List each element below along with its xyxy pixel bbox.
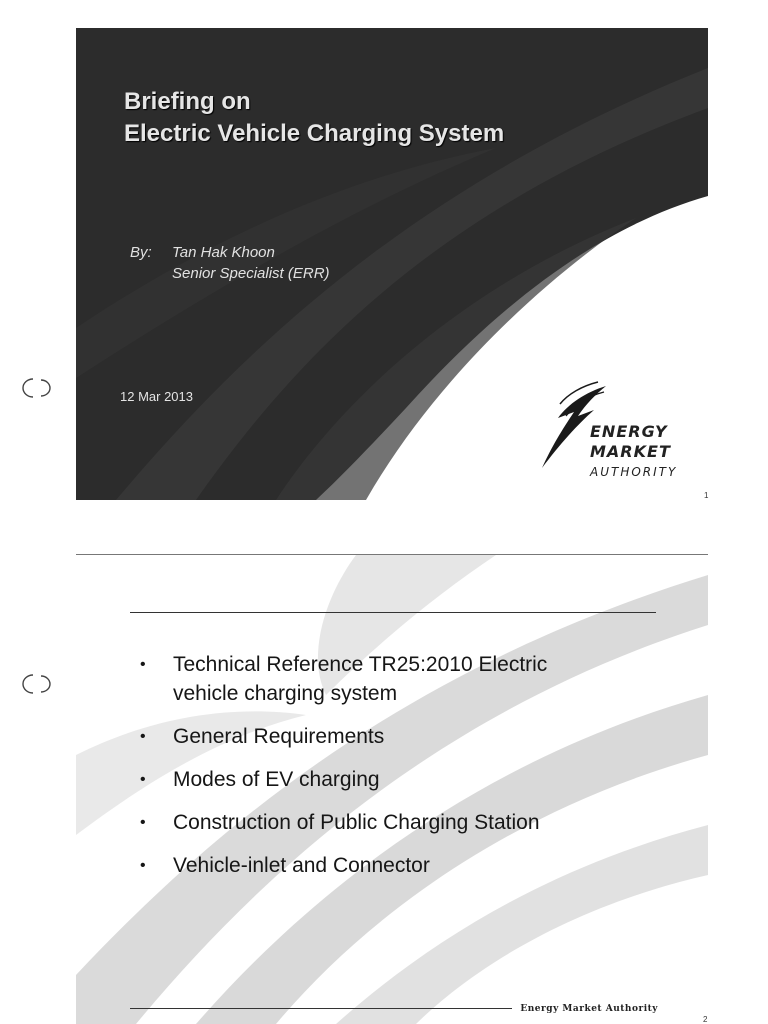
list-item: • Vehicle-inlet and Connector [140,851,560,880]
slide2-page-number: 2 [703,1015,708,1024]
logo-text-energy: ENERGY [590,422,668,441]
presenter-name: Tan Hak Khoon [172,244,275,261]
slide-title-line-2: Electric Vehicle Charging System [124,120,505,147]
slide2-header-rule [130,612,656,613]
binder-hole-bottom [19,672,53,696]
binder-hole-top [19,376,53,400]
presentation-date: 12 Mar 2013 [120,389,193,404]
logo-text-market: MARKET [590,442,671,461]
ema-logo [538,380,688,480]
list-item: • General Requirements [140,722,560,751]
slide-title [124,86,504,150]
list-item: • Technical Reference TR25:2010 Electric vehicle charging system [140,650,560,708]
list-item: • Construction of Public Charging Station [140,808,560,837]
slide2-footer-rule [130,1008,512,1009]
list-item: • Modes of EV charging [140,765,560,794]
presenter-role: Senior Specialist (ERR) [172,265,330,282]
presenter-info [130,242,330,284]
slide2-top-border [76,554,708,555]
by-label: By: [130,244,152,261]
slide1-page-number: 1 [704,491,709,500]
slide2-footer: Energy Market Authority [520,1004,658,1014]
logo-text-authority: AUTHORITY [590,465,678,479]
agenda-list [140,650,560,894]
title-slide [76,28,708,500]
slide-title-line-1: Briefing on [124,88,251,115]
